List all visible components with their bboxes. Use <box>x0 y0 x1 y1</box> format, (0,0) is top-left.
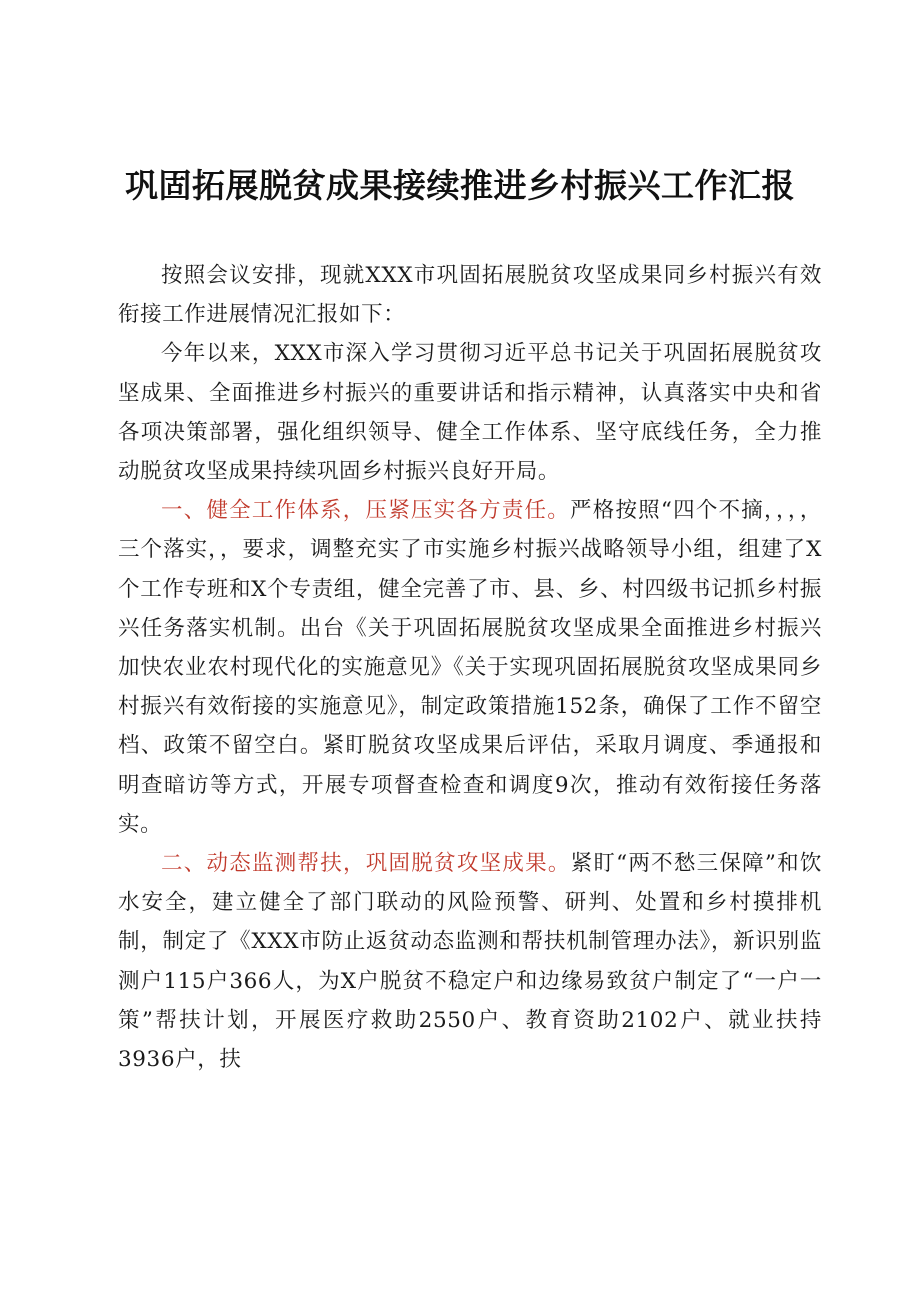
paragraph-text: 今年以来，XXX市深入学习贯彻习近平总书记关于巩固拓展脱贫攻坚成果、全面推进乡村振兴的重要讲话和指示精神，认真落实中央和省各项决策部署，强化组织领导、健全工作体系、坚守底线任务，全力推动脱贫攻坚成果持续巩固乡村振兴良好开局。 <box>118 341 822 485</box>
paragraph-text: 严格按照“四个不摘，，，，三个落实，，要求，调整充实了市实施乡村振兴战略领导小组，组建了X个工作专班和X个专责组，健全完善了市、县、乡、村四级书记抓乡村振兴任务落实机制。出台《关于巩固拓展脱贫攻坚成果全面推进乡村振兴加快农业农村现代化的实施意见》《关于实现巩固拓展脱贫攻坚成果同乡村振兴有效衔接的实施意见》，制定政策措施152条，确保了工作不留空档、政策不留空白。紧盯脱贫攻坚成果后评估，采取月调度、季通报和明查暗访等方式，开展专项督查检查和调度9次，推动有效衔接任务落实。 <box>118 498 822 837</box>
section-heading: 二、动态监测帮扶，巩固脱贫攻坚成果。 <box>161 851 571 877</box>
paragraph-section-1 <box>118 491 822 844</box>
document-body <box>118 256 822 1079</box>
paragraph-overview <box>118 334 822 491</box>
paragraph-text: 紧盯“两不愁三保障”和饮水安全，建立健全了部门联动的风险预警、研判、处置和乡村摸排机制，制定了《XXX市防止返贫动态监测和帮扶机制管理办法》，新识别监测户115户366人，为X户脱贫不稳定户和边缘易致贫户制定了“一户一策”帮扶计划，开展医疗救助2550户、教育资助2102户、就业扶持3936户，扶 <box>118 851 823 1073</box>
paragraph-section-2 <box>118 844 822 1079</box>
section-heading: 一、健全工作体系，压紧压实各方责任。 <box>161 498 570 524</box>
paragraph-intro <box>118 256 822 334</box>
document-title: 巩固拓展脱贫成果接续推进乡村振兴工作汇报 <box>125 166 795 205</box>
paragraph-text: 按照会议安排，现就XXX市巩固拓展脱贫攻坚成果同乡村振兴有效衔接工作进展情况汇报如下： <box>118 263 822 328</box>
